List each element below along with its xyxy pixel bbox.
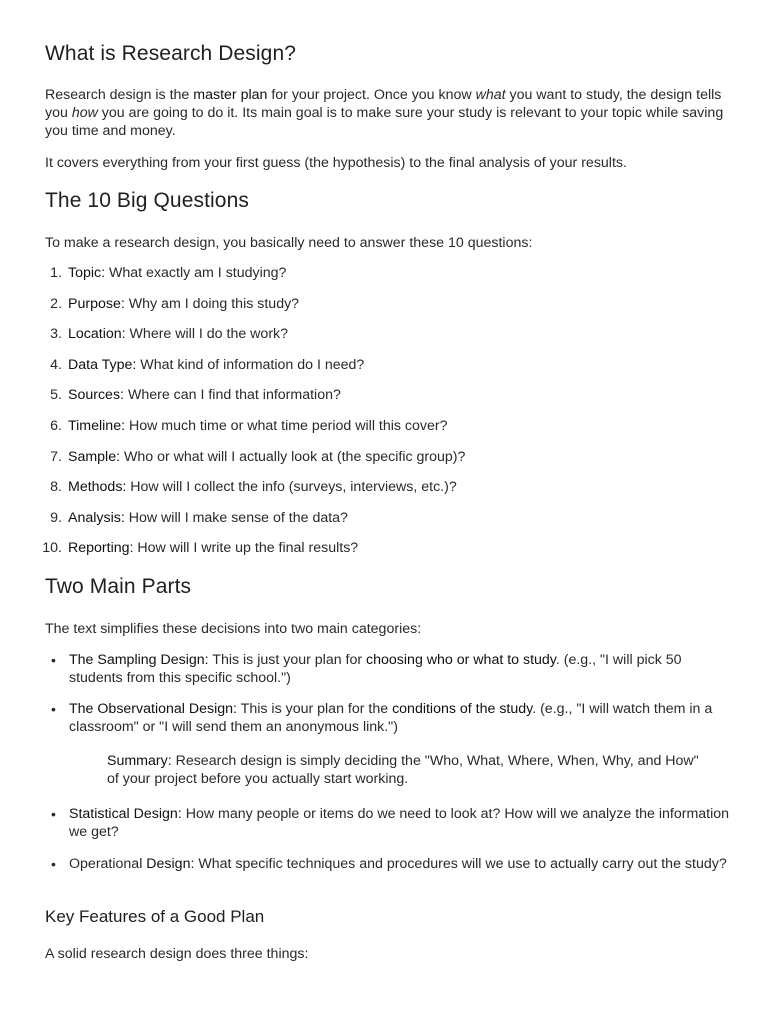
question-term: Sources: [68, 387, 124, 403]
text-run: This is just your plan for [208, 652, 367, 668]
parts-intro: The text simplifies these decisions into two main categories: [45, 621, 422, 637]
bullet-icon: • [51, 652, 56, 668]
question-text: Who or what will I actually look at (the specific group)? [120, 449, 466, 465]
question-number: 6. [50, 418, 62, 434]
text-run: How many people or items do we need to look at? How will we analyze the information we get? [69, 806, 730, 840]
bullet-icon: • [51, 856, 56, 872]
question-term: Reporting: [68, 540, 134, 556]
term-sampling-design: The Sampling Design: [69, 652, 209, 668]
question-text: How will I write up the final results? [133, 540, 359, 556]
question-number: 8. [50, 479, 62, 495]
question-item [39, 448, 465, 466]
text-run: Operational [69, 856, 147, 872]
question-item [39, 509, 348, 527]
bullet-icon: • [51, 701, 56, 717]
list-item-sampling-design [45, 651, 730, 687]
term-design: Design: [146, 856, 195, 872]
question-item [39, 539, 358, 557]
question-term: Location: [68, 326, 126, 342]
question-term: Purpose: [68, 296, 125, 312]
question-item [39, 386, 341, 404]
question-number: 4. [50, 357, 62, 373]
question-text: What exactly am I studying? [105, 265, 287, 281]
questions-intro: To make a research design, you basically need to answer these 10 questions: [45, 235, 533, 251]
text-run: you want to study, the design tells you [45, 87, 722, 121]
question-item [39, 325, 288, 343]
text-run: This is your plan for the [236, 701, 393, 717]
text-run: . (e.g., "I will pick 50 students from this specific school.") [69, 652, 682, 686]
text-run: you are going to do it. Its main goal is to make sure your study is relevant to your topic while saving you time and money. [45, 105, 724, 139]
question-term: Methods: [68, 479, 127, 495]
section-title-key-features: Key Features of a Good Plan [45, 907, 265, 926]
question-item [39, 478, 457, 496]
paragraph-definition [45, 86, 725, 140]
paragraph-coverage: It covers everything from your first guess (the hypothesis) to the final analysis of your results. [45, 155, 627, 171]
list-item-operational-design [45, 855, 730, 873]
term-observational-design: The Observational Design: [69, 701, 237, 717]
term-statistical-design: Statistical Design: [69, 806, 182, 822]
question-item [39, 264, 286, 282]
summary-note [107, 752, 707, 788]
question-text: Why am I doing this study? [124, 296, 300, 312]
question-number: 7. [50, 449, 62, 465]
list-item-text [69, 855, 730, 873]
section-title-research-design: What is Research Design? [45, 42, 297, 65]
bullet-icon: • [51, 806, 56, 822]
question-item [39, 417, 448, 435]
text-run: for your project. Once you know [267, 87, 476, 103]
text-run: Research design is the [45, 87, 194, 103]
question-item [39, 356, 364, 374]
emphasis-how: how [71, 105, 98, 121]
list-item-observational-design [45, 700, 730, 736]
section-title-two-parts: Two Main Parts [45, 575, 192, 598]
question-text: Where will I do the work? [125, 326, 289, 342]
question-text: How will I collect the info (surveys, interviews, etc.)? [126, 479, 457, 495]
section-title-ten-questions: The 10 Big Questions [45, 189, 249, 212]
question-term: Topic: [68, 265, 106, 281]
question-number: 3. [50, 326, 62, 342]
list-item-text [69, 700, 730, 736]
question-number: 5. [50, 387, 62, 403]
question-text: Where can I find that information? [124, 387, 341, 403]
question-number: 10. [42, 540, 62, 556]
list-item-text [69, 805, 730, 841]
question-item [39, 295, 299, 313]
key-features-intro: A solid research design does three things: [45, 946, 309, 962]
question-number: 1. [50, 265, 62, 281]
question-term: Timeline: [68, 418, 126, 434]
emphasis-what: what [475, 87, 506, 103]
list-item-statistical-design [45, 805, 730, 841]
list-item-text [69, 651, 730, 687]
question-text: How will I make sense of the data? [124, 510, 348, 526]
term-master-plan: master plan [193, 87, 268, 103]
term-summary: Summary: [107, 753, 172, 769]
term-conditions: conditions of the study [392, 701, 533, 717]
text-run: Research design is simply deciding the "Who, What, Where, When, Why, and How" of your project before you actually start working. [107, 753, 699, 787]
text-run: What specific techniques and procedures will we use to actually carry out the study? [194, 856, 727, 872]
question-term: Sample: [68, 449, 121, 465]
term-choosing: choosing who or what to study [366, 652, 556, 668]
text-run: . (e.g., "I will watch them in a classroom" or "I will send them an anonymous link.") [69, 701, 713, 735]
question-term: Data Type: [68, 357, 137, 373]
question-number: 2. [50, 296, 62, 312]
question-text: What kind of information do I need? [136, 357, 365, 373]
question-number: 9. [50, 510, 62, 526]
question-term: Analysis: [68, 510, 125, 526]
question-text: How much time or what time period will this cover? [125, 418, 448, 434]
